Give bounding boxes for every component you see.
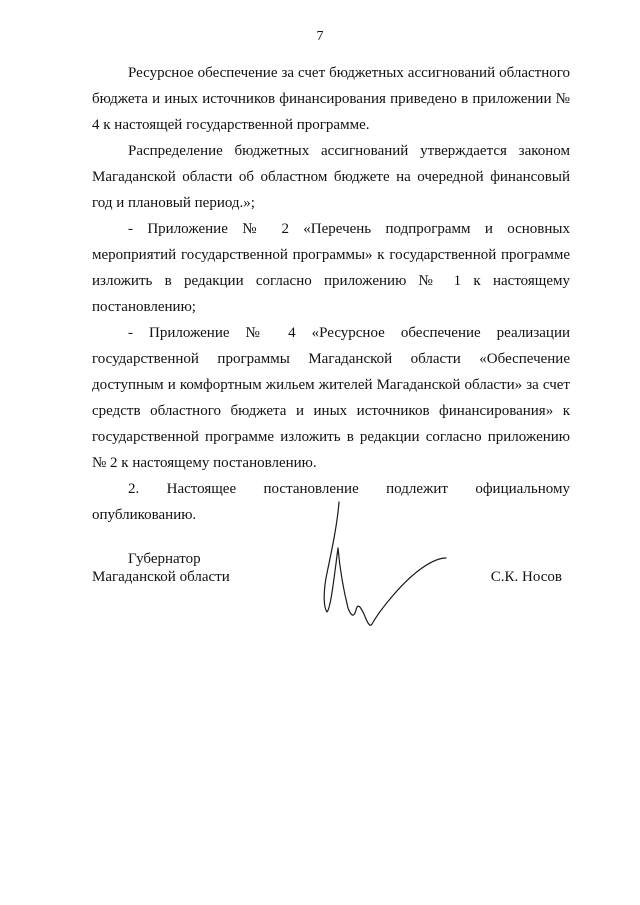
document-body [92, 60, 570, 528]
page-number: 7 [316, 29, 324, 44]
signatory-position-line1: Губернатор [128, 551, 201, 567]
paragraph-publication: 2. Настоящее постановление подлежит официальному опубликованию. [92, 481, 570, 523]
paragraph-appendix-4: - Приложение № 4 «Ресурсное обеспечение реализации государственной программы Магаданской области «Обеспечение доступным и комфортным жильем жителей Магаданской области» за счет средств областного бюджета и иных источников финансирования» к государственной программе изложить в редакции согласно приложению № 2 к настоящему постановлению. [92, 325, 570, 471]
paragraph-budget-distribution: Распределение бюджетных ассигнований утверждается законом Магаданской области об областном бюджете на очередной финансовый год и плановый период.»; [92, 143, 570, 211]
paragraph-resource-provision: Ресурсное обеспечение за счет бюджетных ассигнований областного бюджета и иных источников финансирования приведено в приложении № 4 к настоящей государственной программе. [92, 65, 570, 133]
handwritten-signature [310, 500, 460, 640]
signatory-name: С.К. Носов [490, 569, 562, 585]
signatory-position-line2: Магаданской области [92, 569, 230, 585]
paragraph-appendix-2: - Приложение № 2 «Перечень подпрограмм и основных мероприятий государственной программы» к государственной программе изложить в редакции согласно приложению № 1 к настоящему постановлению; [92, 221, 570, 315]
